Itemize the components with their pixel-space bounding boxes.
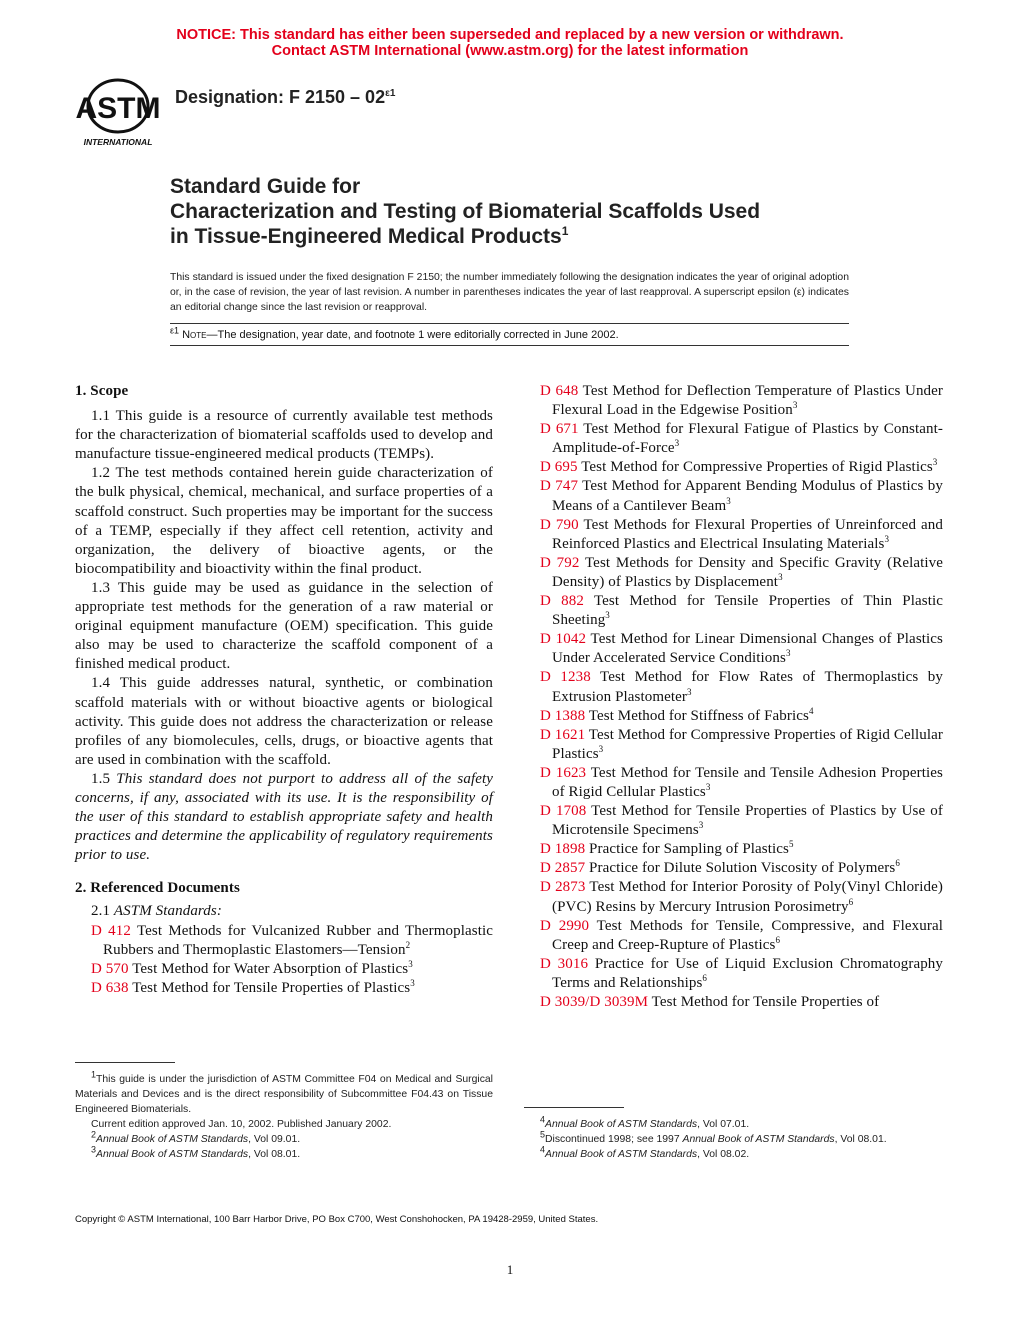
- reference-title: Test Method for Flexural Fatigue of Plastics by Constant-Amplitude-of-Force: [552, 421, 943, 457]
- fn-num: 5: [540, 1129, 546, 1140]
- notice-line-2: Contact ASTM International (www.astm.org) for the latest information: [271, 43, 749, 59]
- reference-footnote: 6: [895, 858, 900, 869]
- reference-footnote: 3: [598, 743, 604, 754]
- title-line-3-text: in Tissue-Engineered Medical Products: [170, 225, 562, 248]
- reference-link[interactable]: D 3016: [540, 955, 589, 972]
- reference-title: Test Method for Deflection Temperature of Plastics Under Flexural Load in the Edgewise Position: [552, 383, 943, 419]
- fn-book: Annual Book of ASTM Standards: [545, 1119, 698, 1130]
- reference-item: [540, 764, 943, 802]
- logo-subtext: INTERNATIONAL: [83, 137, 153, 147]
- paragraph: 1.4 This guide addresses natural, synthetic, or combination scaffold materials with or without bioactive agents or biological activity. This guide does not address the characterization or release profiles of any biomolecules, cells, drugs, or bioactive agents that are used in combination with the scaffold.: [75, 675, 493, 768]
- fn-vol: , Vol 08.01.: [248, 1149, 301, 1160]
- reference-item: [540, 458, 943, 477]
- astm-logo: [76, 78, 160, 148]
- title-line-2: Characterization and Testing of Biomaterial Scaffolds Used: [170, 200, 761, 223]
- reference-link[interactable]: D 2990: [540, 917, 590, 934]
- reference-title: Test Method for Stiffness of Fabrics: [588, 707, 809, 724]
- reference-link[interactable]: D 790: [540, 516, 579, 533]
- reference-link[interactable]: D 1042: [540, 631, 587, 648]
- fn-num: 4: [540, 1144, 546, 1155]
- footnote-divider: [75, 1062, 175, 1063]
- fn-vol: , Vol 08.01.: [834, 1134, 887, 1145]
- reference-footnote: 3: [726, 495, 731, 506]
- reference-footnote: 3: [785, 648, 791, 659]
- subsection: [75, 902, 493, 921]
- reference-title: Test Method for Apparent Bending Modulus of Plastics by Means of a Cantilever Beam: [552, 478, 943, 514]
- document-title: [170, 174, 760, 249]
- reference-item: [540, 955, 943, 993]
- footnote-3: [75, 1144, 493, 1162]
- reference-footnote: 3: [674, 438, 680, 449]
- reference-title: Test Method for Interior Porosity of Poly(Vinyl Chloride) (PVC) Resins by Mercury Intrusion Porosimetry: [552, 879, 943, 915]
- designation: [175, 87, 395, 108]
- fn-vol: , Vol 09.01.: [248, 1134, 301, 1145]
- reference-item: [540, 516, 943, 554]
- reference-link[interactable]: D 2873: [540, 879, 586, 896]
- reference-link[interactable]: D 638: [91, 979, 129, 996]
- footnote-5: [540, 1129, 950, 1147]
- left-column: [75, 382, 493, 998]
- fn-pre: Discontinued 1998; see 1997: [545, 1134, 683, 1145]
- reference-link[interactable]: D 882: [540, 593, 584, 610]
- reference-footnote: 3: [778, 571, 783, 582]
- reference-title: Test Method for Tensile Properties of: [651, 994, 880, 1010]
- reference-link[interactable]: D 3039/D 3039M: [540, 994, 649, 1010]
- edition-note: Current edition approved Jan. 10, 2002. Published January 2002.: [91, 1119, 392, 1130]
- reference-footnote: 6: [775, 934, 781, 945]
- fn-text: This guide is under the jurisdiction of ASTM Committee F04 on Medical and Surgical Materials and Devices and is the direct responsibility of Subcommittee F04.43 on Tissue Engineered Biomaterials.: [75, 1074, 493, 1115]
- reference-item: [540, 668, 943, 706]
- reference-title: Test Methods for Tensile, Compressive, and Flexural Creep and Creep-Rupture of Plastics: [552, 917, 944, 953]
- reference-footnote: 6: [702, 972, 708, 983]
- reference-title: Practice for Use of Liquid Exclusion Chromatography Terms and Relationships: [552, 955, 943, 991]
- note-sup: ε1: [170, 325, 180, 336]
- reference-footnote: 2: [405, 939, 411, 950]
- reference-footnote: 5: [788, 839, 794, 850]
- reference-item: [540, 382, 943, 420]
- reference-link[interactable]: D 792: [540, 554, 580, 571]
- reference-footnote: 6: [848, 896, 854, 907]
- logo-text: ASTM: [76, 92, 160, 125]
- reference-title: Test Methods for Vulcanized Rubber and Thermoplastic Rubbers and Thermoplastic Elastomers—Tension: [103, 922, 493, 958]
- note-label: Note: [182, 329, 207, 341]
- reference-item: [540, 878, 943, 916]
- fn-num: 2: [91, 1129, 97, 1140]
- reference-link[interactable]: D 412: [91, 922, 131, 939]
- title-line-3: [170, 224, 760, 249]
- reference-item: [540, 917, 943, 955]
- reference-footnote: 3: [410, 977, 415, 988]
- safety-statement: This standard does not purport to address all of the safety concerns, if any, associated with its use. It is the responsibility of the user of this standard to establish appropriate safety and health practices and determine the applicability of regulatory requirements prior to use.: [75, 770, 493, 864]
- reference-link[interactable]: D 1708: [540, 803, 587, 820]
- footnotes-right: [540, 1114, 950, 1162]
- fn-num: 3: [91, 1144, 97, 1155]
- reference-item: [91, 960, 493, 979]
- section-heading-referenced-documents: 2. Referenced Documents: [75, 880, 240, 897]
- issuance-statement: This standard is issued under the fixed designation F 2150; the number immediately following the designation indicates the year of original adoption or, in the case of revision, the year of last revision. A number in parentheses indicates the year of last reapproval. A superscript epsilon (ε) indicates an editorial change since the last revision or reapproval.: [170, 272, 849, 313]
- reference-item: [91, 979, 493, 998]
- notice-line-1: NOTICE: This standard has either been superseded and replaced by a new version or withdrawn.: [176, 27, 844, 43]
- footnote-1: [75, 1069, 493, 1117]
- title-line-1: Standard Guide for: [170, 175, 361, 198]
- reference-item: [540, 554, 943, 592]
- reference-footnote: 3: [605, 610, 610, 621]
- notice-banner: [0, 27, 1020, 59]
- footnote-6: [540, 1144, 950, 1162]
- fn-vol: , Vol 08.02.: [697, 1149, 750, 1160]
- editorial-note: [170, 325, 619, 341]
- reference-link[interactable]: D 747: [540, 478, 579, 495]
- reference-footnote: 3: [687, 686, 692, 697]
- reference-item: [540, 840, 943, 859]
- footnote-4: [540, 1114, 950, 1132]
- designation-sup: ε1: [385, 88, 396, 99]
- reference-item: [91, 922, 493, 960]
- footnote-2: [75, 1129, 493, 1147]
- fn-num: 1: [91, 1069, 97, 1080]
- reference-link[interactable]: D 570: [91, 960, 129, 977]
- reference-item: [540, 993, 943, 1012]
- paragraph: [75, 770, 493, 865]
- paragraph: 1.1 This guide is a resource of currently available test methods for the characterization of biomaterial scaffolds used to develop and manufacture tissue-engineered medical products (TEMPs).: [75, 408, 493, 463]
- reference-title: Practice for Sampling of Plastics: [589, 841, 789, 858]
- reference-footnote: 3: [792, 400, 798, 411]
- para-number: 1.5: [91, 770, 117, 787]
- reference-item: [540, 707, 943, 726]
- reference-item: [540, 420, 943, 458]
- reference-title: Test Method for Compressive Properties of Rigid Plastics: [581, 459, 933, 476]
- reference-item: [540, 630, 943, 668]
- reference-title: Test Method for Tensile Properties of Plastics: [132, 979, 411, 996]
- reference-title: Test Method for Water Absorption of Plastics: [132, 960, 409, 977]
- fn-num: 4: [540, 1114, 546, 1125]
- reference-footnote: 3: [705, 781, 711, 792]
- reference-item: [540, 859, 943, 878]
- reference-item: [540, 592, 943, 630]
- title-sup: 1: [561, 224, 569, 238]
- right-column: [540, 382, 943, 1012]
- fn-book: Annual Book of ASTM Standards: [682, 1134, 835, 1145]
- copyright: Copyright © ASTM International, 100 Barr Harbor Drive, PO Box C700, West Conshohocken, PA 19428-2959, United States.: [75, 1214, 599, 1225]
- reference-item: [540, 802, 943, 840]
- designation-label: Designation: F 2150 – 02: [175, 87, 386, 107]
- reference-title: Test Methods for Density and Specific Gravity (Relative Density) of Plastics by Displacement: [552, 554, 943, 590]
- reference-title: Test Method for Tensile Properties of Plastics by Use of Microtensile Specimens: [552, 803, 943, 839]
- fn-book: Annual Book of ASTM Standards: [545, 1149, 698, 1160]
- page-number: 1: [506, 1262, 514, 1277]
- reference-link[interactable]: D 695: [540, 459, 578, 476]
- paragraph: 1.2 The test methods contained herein guide characterization of the bulk physical, chemical, mechanical, and surface properties of a scaffold construct. Such properties may be important for the success of a TEMP, especially if they affect cell retention, activity and organization, the delivery of bioactive agents, or the biocompatibility and bioactivity within the final product.: [75, 465, 493, 577]
- reference-link[interactable]: D 1388: [540, 707, 586, 724]
- subsection-title: ASTM Standards:: [113, 903, 222, 920]
- reference-link[interactable]: D 2857: [540, 860, 586, 877]
- reference-title: Test Method for Tensile and Tensile Adhesion Properties of Rigid Cellular Plastics: [552, 764, 943, 800]
- fn-vol: , Vol 07.01.: [697, 1119, 750, 1130]
- subsection-number: 2.1: [91, 903, 114, 920]
- divider: [170, 345, 849, 346]
- reference-title: Test Method for Linear Dimensional Changes of Plastics Under Accelerated Service Conditions: [552, 631, 943, 667]
- reference-footnote: 3: [408, 958, 413, 969]
- reference-title: Test Method for Tensile Properties of Thin Plastic Sheeting: [552, 593, 943, 629]
- reference-footnote: 3: [698, 820, 704, 831]
- reference-footnote: 3: [884, 533, 890, 544]
- reference-title: Test Method for Flow Rates of Thermoplastics by Extrusion Plastometer: [552, 669, 943, 705]
- reference-link[interactable]: D 671: [540, 421, 579, 438]
- fn-book: Annual Book of ASTM Standards: [96, 1134, 249, 1145]
- section-heading-scope: 1. Scope: [75, 383, 129, 399]
- reference-link[interactable]: D 1621: [540, 726, 586, 743]
- reference-footnote: 3: [932, 457, 938, 468]
- reference-item: [540, 477, 943, 515]
- reference-title: Test Methods for Flexural Properties of Unreinforced and Reinforced Plastics and Electrical Insulating Materials: [552, 516, 943, 552]
- reference-link[interactable]: D 1238: [540, 669, 591, 686]
- reference-title: Practice for Dilute Solution Viscosity of Polymers: [589, 860, 896, 877]
- reference-link[interactable]: D 648: [540, 383, 579, 399]
- footnote-divider: [524, 1107, 624, 1108]
- footnotes-left: [75, 1069, 493, 1162]
- reference-title: Test Method for Compressive Properties of Rigid Cellular Plastics: [552, 726, 943, 762]
- reference-link[interactable]: D 1623: [540, 764, 587, 781]
- reference-link[interactable]: D 1898: [540, 841, 586, 858]
- divider: [170, 323, 849, 324]
- reference-footnote: 4: [808, 705, 814, 716]
- reference-item: [540, 726, 943, 764]
- fn-book: Annual Book of ASTM Standards: [96, 1149, 249, 1160]
- paragraph: 1.3 This guide may be used as guidance in the selection of appropriate test methods for the generation of a raw material or original equipment manufacture (OEM) specification. This guide also may be used to characterize the scaffold component of a finished medical product.: [75, 579, 493, 673]
- note-text: —The designation, year date, and footnote 1 were editorially corrected in June 2002.: [206, 329, 619, 341]
